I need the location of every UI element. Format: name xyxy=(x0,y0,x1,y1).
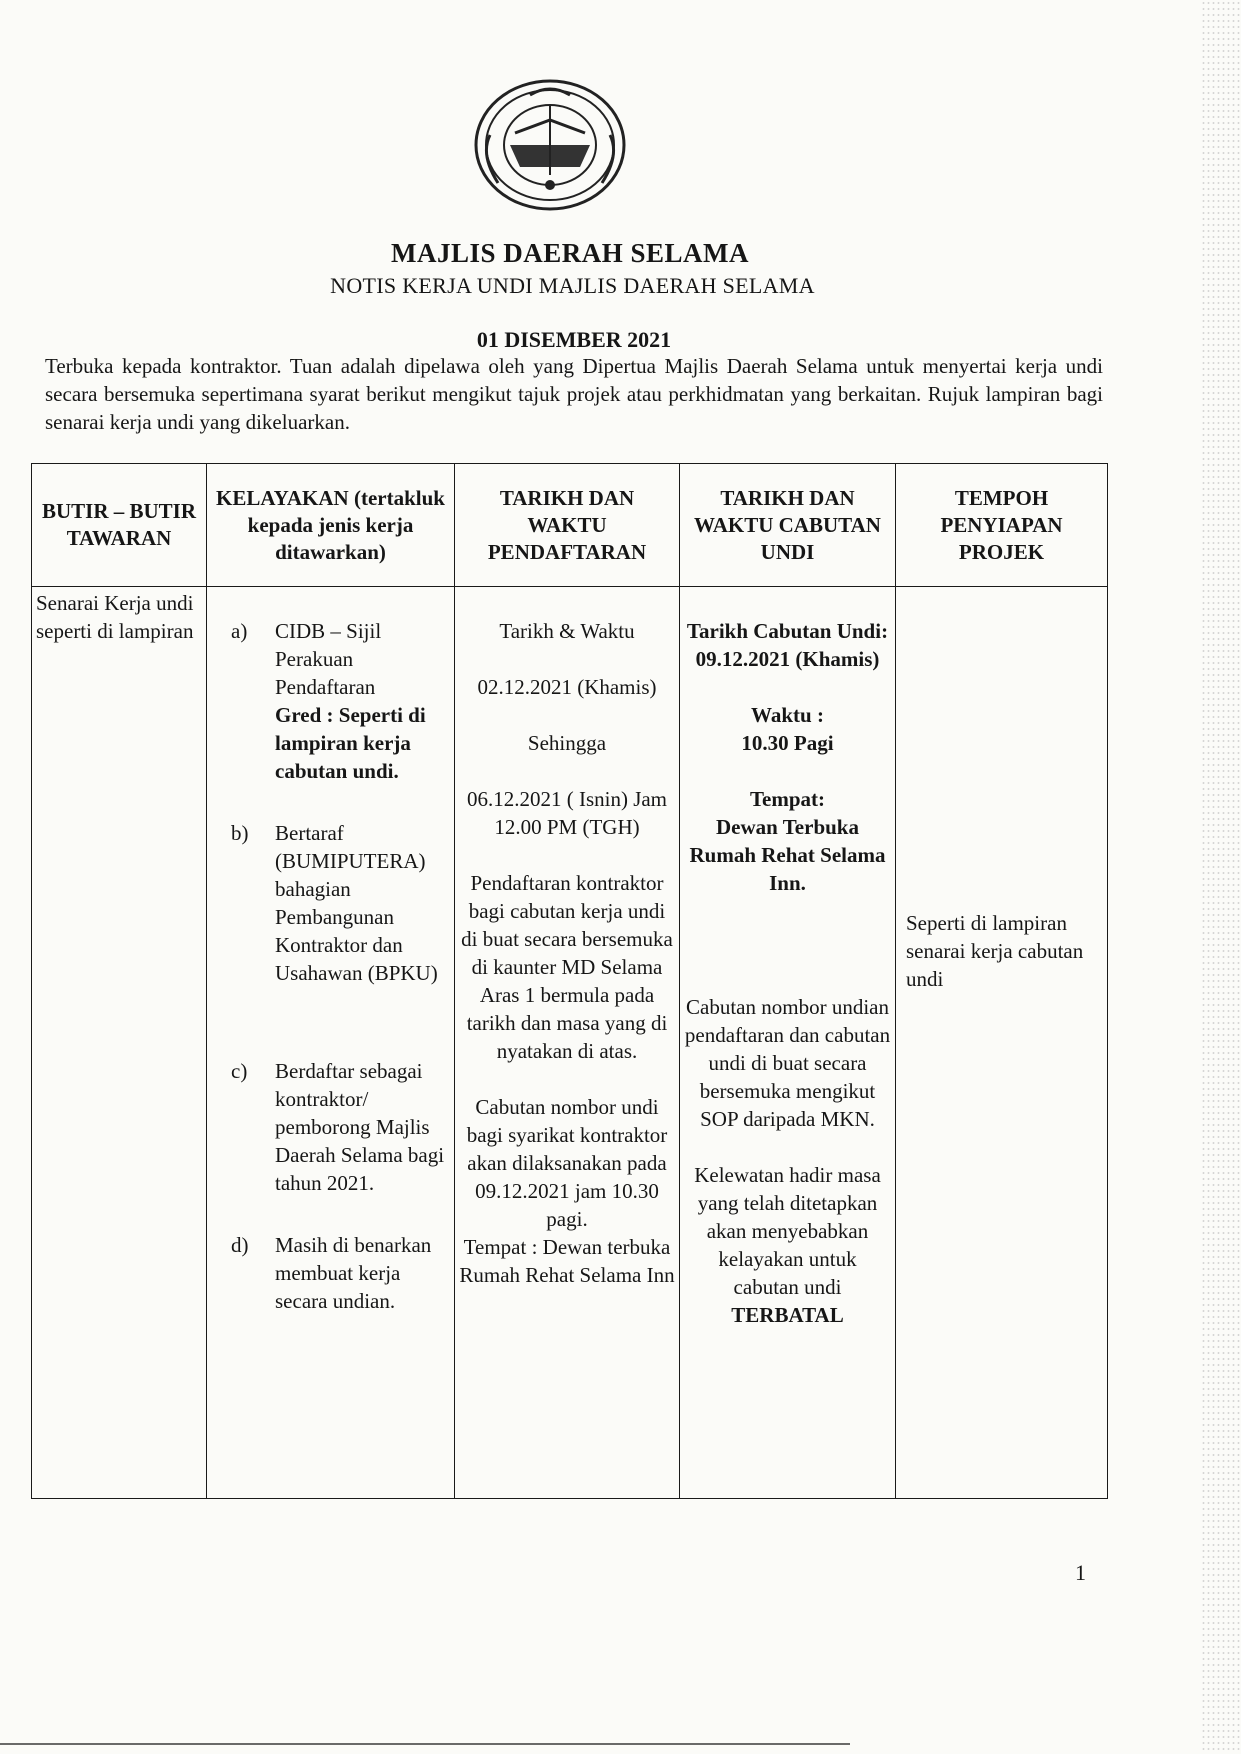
kelayakan-item-grade: Gred : Seperti di lampiran kerja cabutan undi. xyxy=(275,703,426,783)
kelayakan-item-a xyxy=(217,617,450,785)
majlis-seal-logo xyxy=(470,75,630,215)
cabutan-time: 10.30 Pagi xyxy=(741,731,834,755)
cabutan-date: 09.12.2021 (Khamis) xyxy=(695,647,880,671)
kelayakan-item-text: Bertaraf (BUMIPUTERA) bahagian Pembangunan Kontraktor dan Usahawan (BPKU) xyxy=(275,821,438,985)
kelayakan-item-label: b) xyxy=(231,821,249,845)
kelayakan-item-d xyxy=(217,1231,450,1315)
cabutan-note: Cabutan nombor undian pendaftaran dan cabutan undi di buat secara bersemuka mengikut SOP daripada MKN. xyxy=(684,995,891,1131)
cell-kelayakan xyxy=(207,587,455,1499)
kelayakan-item-text: Berdaftar sebagai kontraktor/ pemborong Majlis Daerah Selama bagi tahun 2021. xyxy=(275,1059,445,1195)
scan-edge-noise xyxy=(1201,0,1241,1754)
pendaftaran-until: Sehingga xyxy=(527,731,607,755)
kelayakan-item-label: d) xyxy=(231,1233,249,1257)
pendaftaran-note: Pendaftaran kontraktor bagi cabutan kerja undi di buat secara bersemuka di kaunter MD Selama Aras 1 bermula pada tarikh dan masa yang di nyatakan di atas. xyxy=(461,871,673,1063)
header-kelayakan: KELAYAKAN (tertakluk kepada jenis kerja ditawarkan) xyxy=(207,464,455,587)
header-pendaftaran: TARIKH DAN WAKTU PENDAFTARAN xyxy=(455,464,680,587)
header-butir: BUTIR – BUTIR TAWARAN xyxy=(32,464,207,587)
page-number: 1 xyxy=(1075,1560,1086,1585)
document-subtitle: NOTIS KERJA UNDI MAJLIS DAERAH SELAMA xyxy=(330,273,815,298)
cabutan-time-label: Waktu : xyxy=(751,703,824,727)
document-title: MAJLIS DAERAH SELAMA xyxy=(390,238,750,268)
cabutan-place: Dewan Terbuka Rumah Rehat Selama Inn. xyxy=(689,815,886,895)
kelayakan-item-c xyxy=(217,1057,450,1197)
kelayakan-item-label: c) xyxy=(231,1059,248,1083)
tender-notice-table xyxy=(31,463,1108,1499)
cell-pendaftaran xyxy=(455,587,680,1499)
pendaftaran-start: 02.12.2021 (Khamis) xyxy=(477,675,657,699)
notice-date: 01 DISEMBER 2021 xyxy=(476,327,672,352)
header-tempoh: TEMPOH PENYIAPAN PROJEK xyxy=(896,464,1108,587)
footer-scan-line xyxy=(0,1743,850,1745)
intro-paragraph: Terbuka kepada kontraktor. Tuan adalah dipelawa oleh yang Dipertua Majlis Daerah Selama untuk menyertai kerja undi secara bersemuka sepertimana syarat berikut mengikut tajuk projek atau perkhidmatan yang berkaitan. Rujuk lampiran bagi senarai kerja undi yang dikeluarkan. xyxy=(45,354,1103,434)
cell-butir: Senarai Kerja undi seperti di lampiran xyxy=(32,587,207,1499)
kelayakan-item-text: CIDB – Sijil Perakuan Pendaftaran xyxy=(275,619,382,699)
cabutan-late-status: TERBATAL xyxy=(731,1303,844,1327)
cabutan-date-label: Tarikh Cabutan Undi: xyxy=(686,619,889,643)
cell-tempoh: Seperti di lampiran senarai kerja cabutan undi xyxy=(896,587,1108,1499)
pendaftaran-heading: Tarikh & Waktu xyxy=(499,619,635,643)
kelayakan-item-text: Masih di benarkan membuat kerja secara undian. xyxy=(275,1233,432,1313)
kelayakan-item-label: a) xyxy=(231,619,248,643)
cabutan-late-note: Kelewatan hadir masa yang telah ditetapkan akan menyebabkan kelayakan untuk cabutan undi xyxy=(694,1163,881,1299)
header-cabutan: TARIKH DAN WAKTU CABUTAN UNDI xyxy=(680,464,896,587)
cabutan-place-label: Tempat: xyxy=(749,787,826,811)
pendaftaran-end: 06.12.2021 ( Isnin) Jam 12.00 PM (TGH) xyxy=(466,787,668,839)
kelayakan-item-b xyxy=(217,819,450,987)
pendaftaran-draw-note: Cabutan nombor undi bagi syarikat kontraktor akan dilaksanakan pada 09.12.2021 jam 10.30 pagi. xyxy=(466,1095,668,1231)
cell-cabutan xyxy=(680,587,896,1499)
pendaftaran-venue: Tempat : Dewan terbuka Rumah Rehat Selama Inn xyxy=(459,1235,675,1287)
